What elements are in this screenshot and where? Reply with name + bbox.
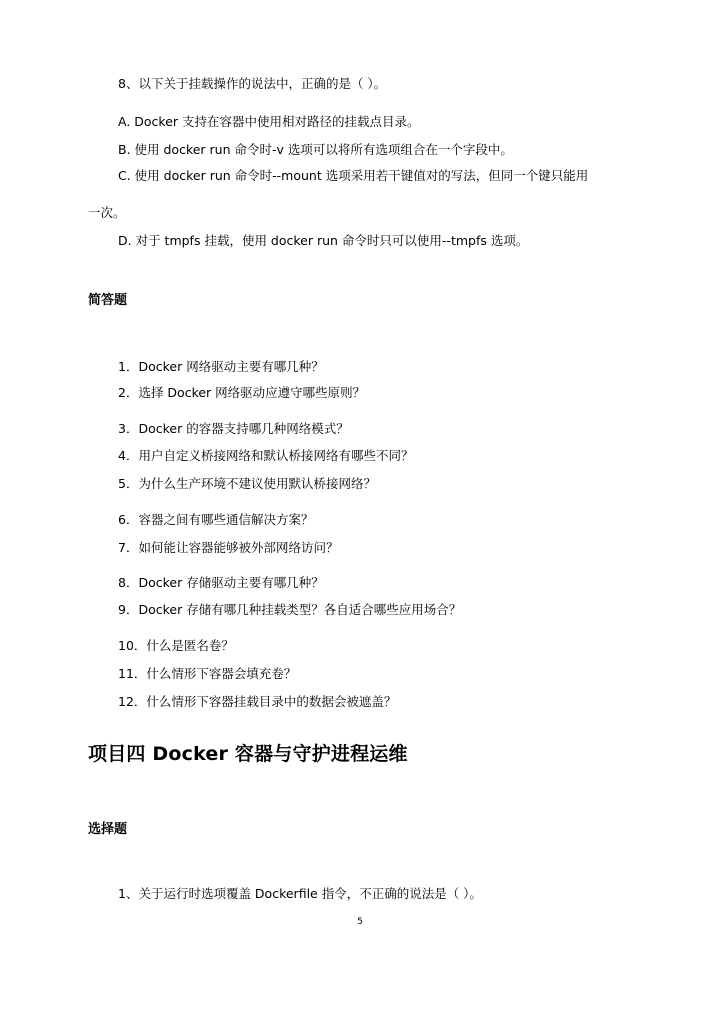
short-answer-item: 11．什么情形下容器会填充卷？ xyxy=(118,666,297,681)
short-answer-heading: 简答题 xyxy=(88,293,128,308)
chapter-title: 项目四 Docker 容器与守护进程运维 xyxy=(88,743,408,765)
short-answer-item: 12．什么情形下容器挂载目录中的数据会被遮盖？ xyxy=(118,694,397,709)
question-8-option-b: B. 使用 docker run 命令时-v 选项可以将所有选项组合在一个字段中。 xyxy=(118,142,513,157)
choice-heading: 选择题 xyxy=(88,822,128,837)
short-answer-item: 6．容器之间有哪些通信解决方案？ xyxy=(118,512,314,527)
question-8-option-c-continuation: 一次。 xyxy=(88,205,126,220)
short-answer-item: 3．Docker 的容器支持哪几种网络模式？ xyxy=(118,421,349,436)
short-answer-item: 10．什么是匿名卷？ xyxy=(118,638,234,653)
short-answer-item: 4．用户自定义桥接网络和默认桥接网络有哪些不同？ xyxy=(118,448,414,463)
question-8-title: 8、以下关于挂载操作的说法中，正确的是（ ）。 xyxy=(118,76,387,91)
question-8-option-a: A. Docker 支持在容器中使用相对路径的挂载点目录。 xyxy=(118,114,420,129)
choice-question-1: 1、关于运行时选项覆盖 Dockerfile 指令，不正确的说法是（ ）。 xyxy=(118,886,482,901)
short-answer-item: 5．为什么生产环境不建议使用默认桥接网络？ xyxy=(118,476,376,491)
short-answer-item: 9．Docker 存储有哪几种挂载类型？各自适合哪些应用场合？ xyxy=(118,602,462,617)
short-answer-item: 7．如何能让容器能够被外部网络访问？ xyxy=(118,540,339,555)
page-number: 5 xyxy=(357,917,363,927)
short-answer-item: 1．Docker 网络驱动主要有哪几种？ xyxy=(118,359,324,374)
question-8-option-d: D. 对于 tmpfs 挂载，使用 docker run 命令时只可以使用--tmpfs 选项。 xyxy=(118,233,529,248)
short-answer-item: 2．选择 Docker 网络驱动应遵守哪些原则？ xyxy=(118,385,366,400)
question-8-option-c: C. 使用 docker run 命令时--mount 选项采用若干键值对的写法，但同一个键只能用 xyxy=(118,168,589,183)
short-answer-item: 8．Docker 存储驱动主要有哪几种？ xyxy=(118,575,324,590)
